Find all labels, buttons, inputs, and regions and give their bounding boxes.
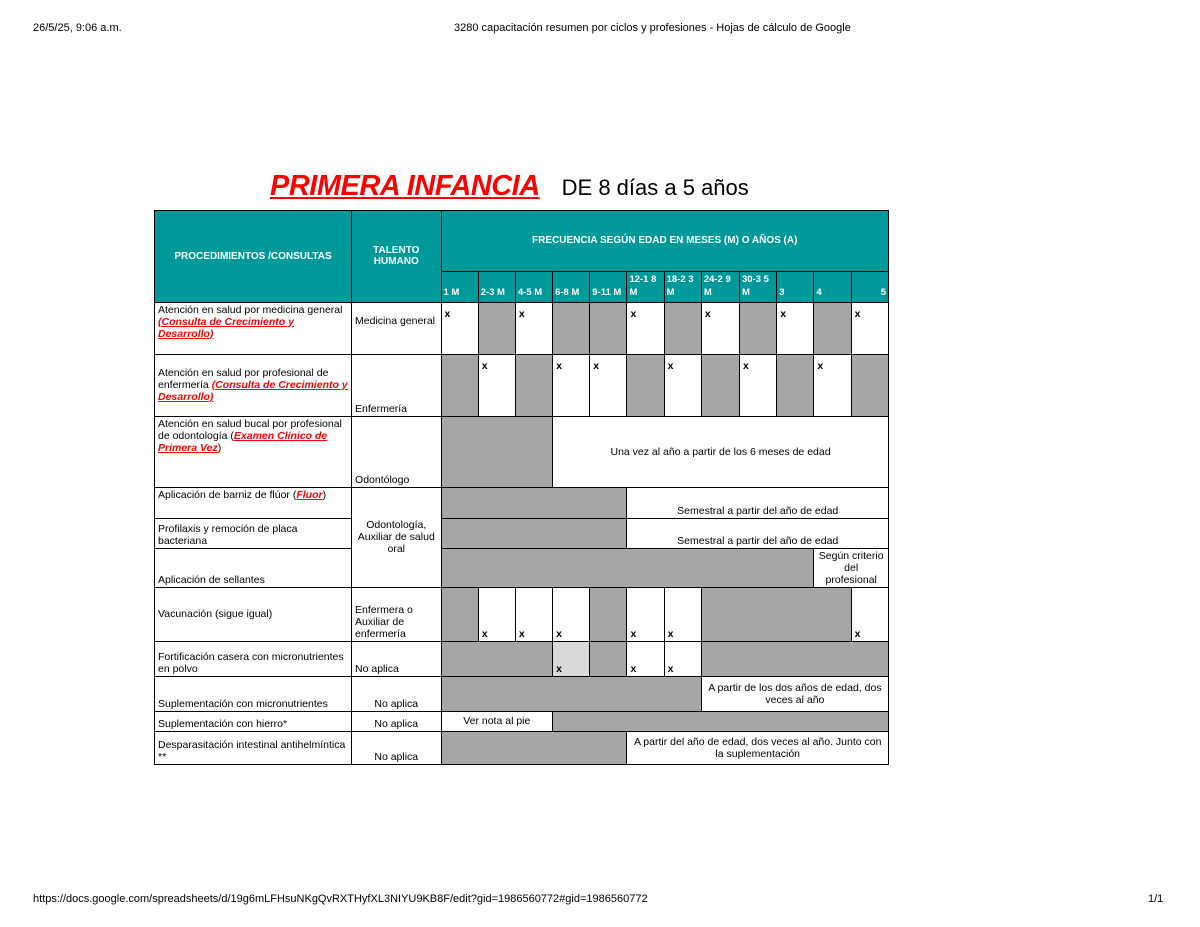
age-header: 24-2 9 M (701, 272, 739, 303)
table-row (155, 711, 889, 731)
talent-cell: Enfermera o Auxiliar de enfermería (352, 587, 441, 641)
print-date: 26/5/25, 9:06 a.m. (33, 22, 122, 34)
talent-cell: Enfermería (352, 354, 441, 416)
gray-cell (590, 302, 627, 354)
age-header: 3 (777, 272, 814, 303)
mark-cell: x (664, 354, 701, 416)
age-header: 18-2 3 M (664, 272, 701, 303)
gray-cell (553, 302, 590, 354)
mark-cell: x (627, 641, 664, 676)
gray-cell (441, 676, 701, 711)
talent-cell: No aplica (352, 731, 441, 764)
gray-cell (441, 518, 627, 548)
table-row (155, 302, 889, 354)
mark-cell: x (851, 302, 888, 354)
procedure-cell: Atención en salud por medicina general (Consulta de Crecimiento y Desarrollo) (155, 302, 352, 354)
procedure-link[interactable]: Examen Clínico de Primera Vez (158, 429, 328, 454)
gray-cell (441, 548, 814, 587)
gray-cell (553, 711, 889, 731)
mark-cell: x (851, 587, 888, 641)
table-row (155, 641, 889, 676)
gray-cell (441, 487, 627, 518)
header-frequency: FRECUENCIA SEGÚN EDAD EN MESES (M) O AÑOS (A) (441, 211, 889, 272)
mark-cell: x (814, 354, 851, 416)
mark-cell: x (664, 587, 701, 641)
mark-cell: x (553, 641, 590, 676)
gray-cell (777, 354, 814, 416)
procedure-cell: Atención en salud por profesional de enfermería (Consulta de Crecimiento y Desarrollo) (155, 354, 352, 416)
gray-cell (627, 354, 664, 416)
print-url: https://docs.google.com/spreadsheets/d/19g6mLFHsuNKgQvRXTHyfXL3NIYU9KB8F/edit?gid=1986560772#gid=1986560772 (33, 893, 648, 905)
procedure-link[interactable]: (Consulta de Crecimiento y Desarrollo) (158, 379, 348, 404)
procedure-link[interactable]: Fluor (296, 488, 323, 501)
gray-cell (701, 354, 739, 416)
note-cell: A partir del año de edad, dos veces al año. Junto con la suplementación (627, 731, 889, 764)
print-doc-title: 3280 capacitación resumen por ciclos y profesiones - Hojas de cálculo de Google (454, 22, 851, 34)
gray-cell (441, 641, 553, 676)
age-header: 4-5 M (515, 272, 552, 303)
talent-cell: No aplica (352, 641, 441, 676)
note-cell: A partir de los dos años de edad, dos veces al año (701, 676, 888, 711)
mark-cell: x (664, 641, 701, 676)
header-talent: TALENTO HUMANO (352, 211, 441, 303)
schedule-table (154, 210, 889, 765)
gray-cell (851, 354, 888, 416)
age-header: 1 M (441, 272, 478, 303)
sheet-title (270, 170, 749, 203)
mark-cell: x (590, 354, 627, 416)
table-row (155, 587, 889, 641)
note-cell: Según criterio del profesional (814, 548, 889, 587)
table-row (155, 548, 889, 587)
table-row (155, 416, 889, 487)
mark-cell: x (553, 354, 590, 416)
mark-cell: x (777, 302, 814, 354)
age-header: 6-8 M (553, 272, 590, 303)
gray-cell (664, 302, 701, 354)
procedure-cell: Suplementación con hierro* (155, 711, 352, 731)
page-count: 1/1 (1148, 893, 1164, 905)
mark-cell: x (740, 354, 777, 416)
age-header: 4 (814, 272, 851, 303)
gray-cell (515, 354, 552, 416)
mark-cell: x (627, 302, 664, 354)
note-cell: Semestral a partir del año de edad (627, 487, 889, 518)
talent-cell: Medicina general (352, 302, 441, 354)
gray-cell (701, 641, 888, 676)
table-row (155, 518, 889, 548)
procedure-cell: Desparasitación intestinal antihelmíntica ** (155, 731, 352, 764)
mark-cell: x (478, 587, 515, 641)
gray-cell (740, 302, 777, 354)
mark-cell: x (478, 354, 515, 416)
mark-cell: x (553, 587, 590, 641)
age-header: 2-3 M (478, 272, 515, 303)
talent-cell: No aplica (352, 711, 441, 731)
note-cell: Semestral a partir del año de edad (627, 518, 889, 548)
mark-cell: x (515, 587, 552, 641)
procedure-cell: Vacunación (sigue igual) (155, 587, 352, 641)
procedure-cell: Fortificación casera con micronutrientes en polvo (155, 641, 352, 676)
gray-cell (590, 641, 627, 676)
procedure-cell: Aplicación de barniz de flúor (Fluor) (155, 487, 352, 518)
gray-cell (441, 731, 627, 764)
mark-cell: x (627, 587, 664, 641)
talent-cell: Odontólogo (352, 416, 441, 487)
age-header: 5 (851, 272, 888, 303)
procedure-cell: Profilaxis y remoción de placa bacteriana (155, 518, 352, 548)
gray-cell (590, 587, 627, 641)
note-cell: Una vez al año a partir de los 6 meses de edad (553, 416, 889, 487)
gray-cell (441, 354, 478, 416)
procedure-cell: Aplicación de sellantes (155, 548, 352, 587)
table-row (155, 676, 889, 711)
title-main: PRIMERA INFANCIA (270, 170, 540, 202)
note-cell: Ver nota al pie (441, 711, 553, 731)
age-header: 12-1 8 M (627, 272, 664, 303)
gray-cell (478, 302, 515, 354)
gray-cell (441, 587, 478, 641)
table-row (155, 354, 889, 416)
age-header: 30-3 5 M (740, 272, 777, 303)
procedure-cell: Atención en salud bucal por profesional de odontología (Examen Clínico de Primera Vez) (155, 416, 352, 487)
procedure-cell: Suplementación con micronutrientes (155, 676, 352, 711)
mark-cell: x (441, 302, 478, 354)
title-sub: DE 8 días a 5 años (561, 175, 749, 200)
procedure-link[interactable]: (Consulta de Crecimiento y Desarrollo) (158, 315, 294, 340)
table-row (155, 487, 889, 518)
talent-cell: Odontología, Auxiliar de salud oral (352, 487, 441, 587)
gray-cell (701, 587, 851, 641)
table-row (155, 731, 889, 764)
gray-cell (441, 416, 553, 487)
header-procedures: PROCEDIMIENTOS /CONSULTAS (155, 211, 352, 303)
gray-cell (814, 302, 851, 354)
mark-cell: x (701, 302, 739, 354)
mark-cell: x (515, 302, 552, 354)
age-header: 9-11 M (590, 272, 627, 303)
talent-cell: No aplica (352, 676, 441, 711)
